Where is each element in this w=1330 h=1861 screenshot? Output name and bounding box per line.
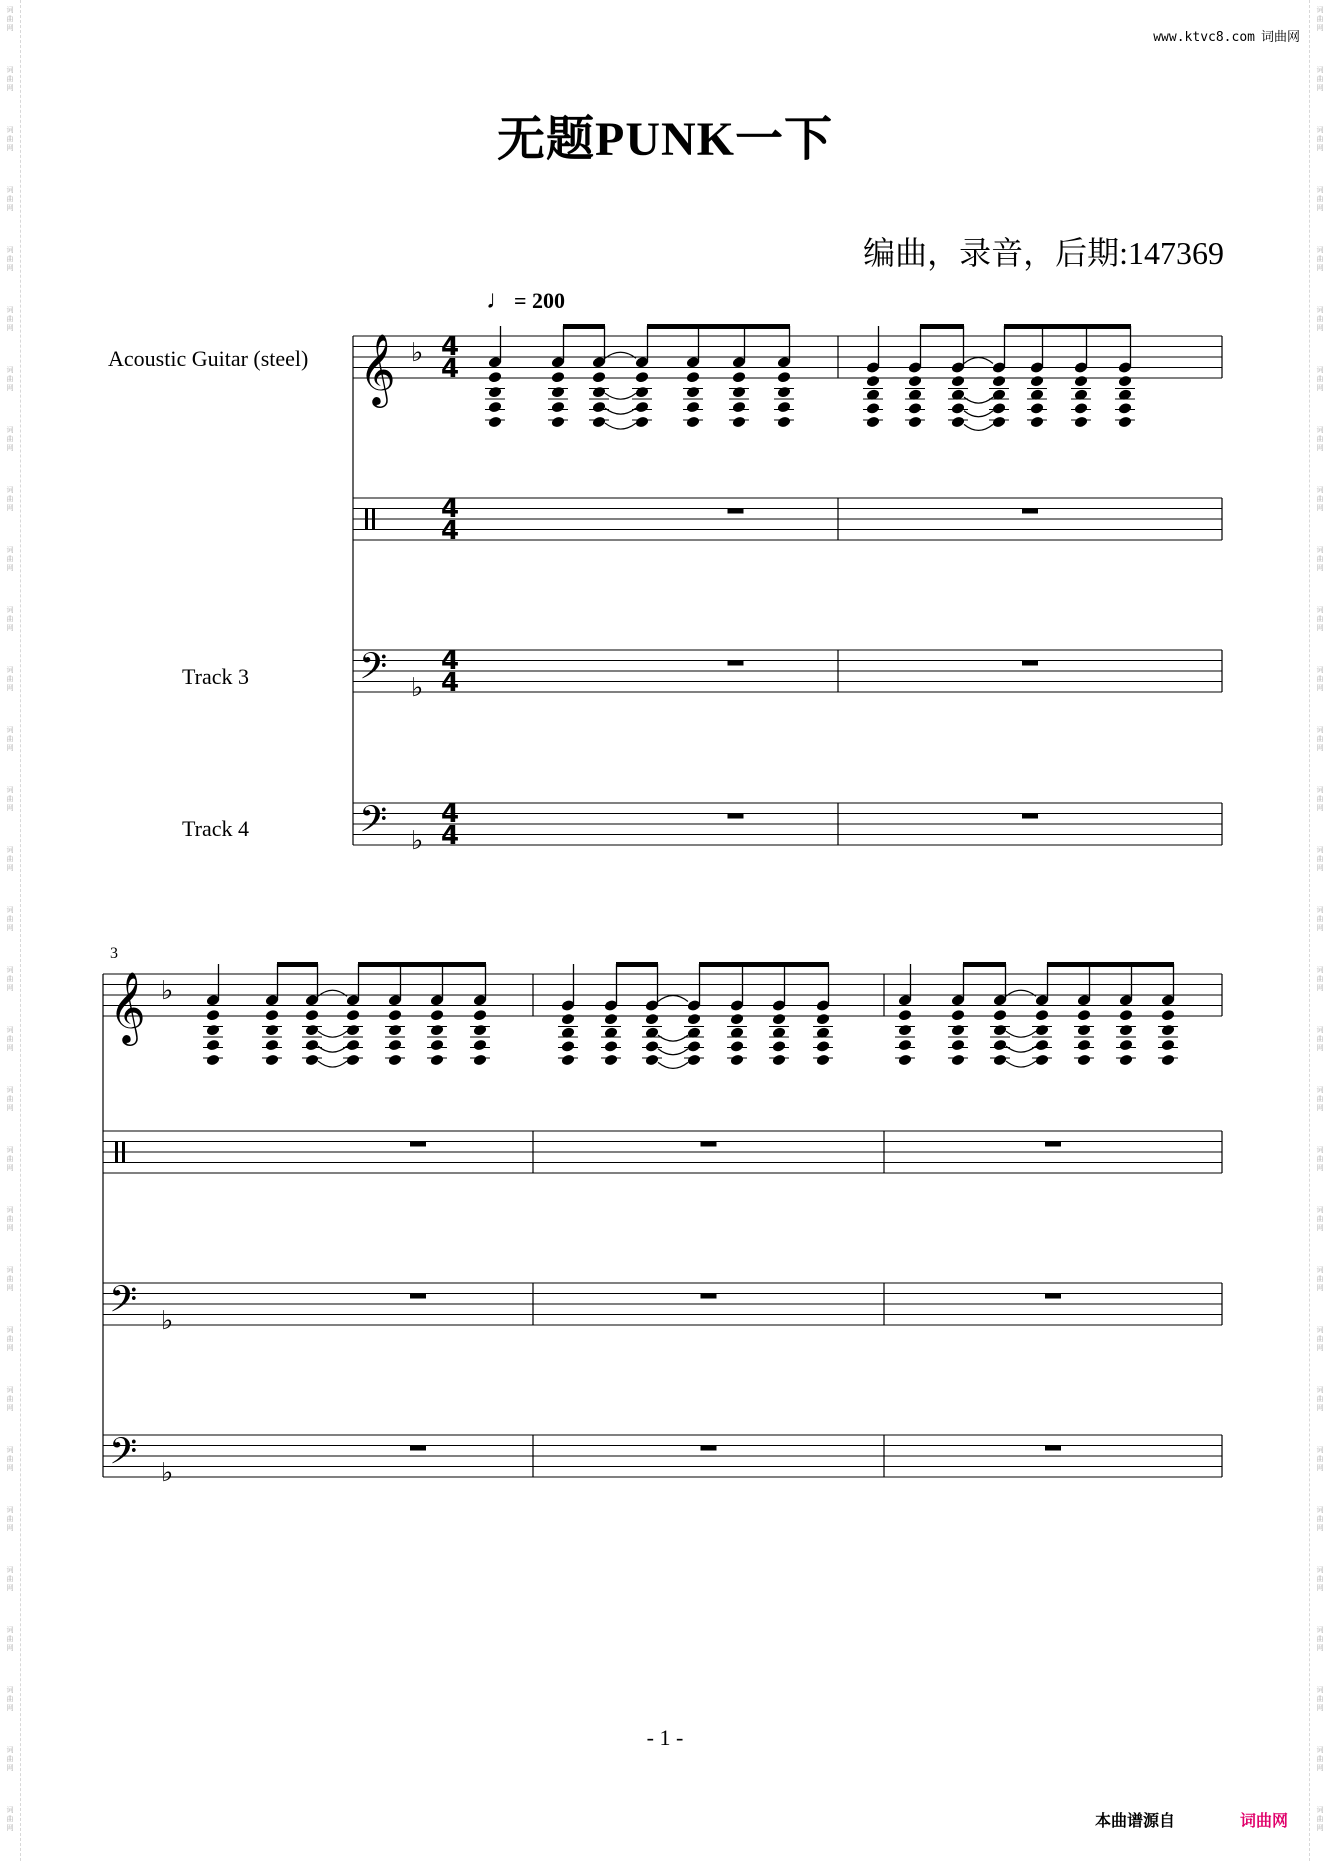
time-signature-bottom: 4 <box>441 668 460 698</box>
percussion-clef-icon <box>122 1142 125 1163</box>
tempo-value: = 200 <box>514 288 566 313</box>
whole-rest <box>701 1446 717 1451</box>
watermark-text: 词 曲 网 <box>1316 1146 1324 1172</box>
watermark-text: 词 曲 网 <box>1316 426 1324 452</box>
watermark-text: 词 曲 网 <box>6 366 14 392</box>
chord-notehead <box>772 1013 787 1026</box>
watermark-text: 词 曲 网 <box>6 606 14 632</box>
chord-notehead <box>993 1009 1008 1022</box>
chord-notehead <box>951 402 966 415</box>
chord-notehead <box>473 1024 488 1037</box>
watermark-text: 词 曲 网 <box>6 1386 14 1412</box>
beam <box>277 962 318 967</box>
system-1 <box>353 324 1222 845</box>
chord-notehead <box>388 1054 403 1067</box>
watermark-text: 词 曲 网 <box>6 6 14 32</box>
chord-notehead <box>772 1040 787 1053</box>
site-name[interactable]: 词曲网 <box>1260 30 1300 45</box>
tie <box>605 423 636 429</box>
chord-notehead <box>206 1039 221 1052</box>
chord-notehead <box>473 1054 488 1067</box>
chord-notehead <box>777 371 792 384</box>
flat-icon: ♭ <box>411 338 424 368</box>
chord-notehead <box>732 371 747 384</box>
flat-icon: ♭ <box>411 673 424 703</box>
chord-notehead <box>388 1009 403 1022</box>
watermark-text: 词 曲 网 <box>1316 1266 1324 1292</box>
watermark-text: 词 曲 网 <box>6 486 14 512</box>
chord-notehead <box>305 1009 320 1022</box>
beam <box>963 962 1006 967</box>
percussion-clef-icon <box>365 509 368 530</box>
chord-notehead <box>777 386 792 399</box>
watermark-text: 词 曲 网 <box>6 126 14 152</box>
chord-notehead <box>730 1013 745 1026</box>
chord-notehead <box>992 402 1007 415</box>
chord-notehead <box>1035 1054 1050 1067</box>
chord-notehead <box>604 1013 619 1026</box>
chord-notehead <box>430 1054 445 1067</box>
chord-notehead <box>951 1054 966 1067</box>
chord-notehead <box>305 1024 320 1037</box>
chord-notehead <box>305 1054 320 1067</box>
chord-notehead <box>635 416 650 429</box>
watermark-text: 词 曲 网 <box>6 1446 14 1472</box>
watermark-text: 词 曲 网 <box>6 1266 14 1292</box>
tie <box>658 996 688 1002</box>
tie <box>605 393 636 399</box>
watermark-text: 词 曲 网 <box>1316 1446 1324 1472</box>
chord-notehead <box>551 386 566 399</box>
chord-notehead <box>488 386 503 399</box>
watermark-text: 词 曲 网 <box>1316 726 1324 752</box>
watermark-text: 词 曲 网 <box>1316 786 1324 812</box>
chord-notehead <box>488 401 503 414</box>
watermark-text: 词 曲 网 <box>6 726 14 752</box>
chord-notehead <box>951 1009 966 1022</box>
chord-notehead <box>265 1039 280 1052</box>
chord-notehead <box>1118 416 1133 429</box>
chord-notehead <box>265 1024 280 1037</box>
time-signature-bottom: 4 <box>441 821 460 851</box>
page-number: - 1 - <box>646 1725 684 1750</box>
chord-notehead <box>730 1054 745 1067</box>
chord-notehead <box>592 371 607 384</box>
beam <box>616 962 658 967</box>
chord-notehead <box>346 1024 361 1037</box>
chord-notehead <box>1074 375 1089 388</box>
chord-notehead <box>1035 1024 1050 1037</box>
beam <box>699 962 829 967</box>
chord-notehead <box>346 1054 361 1067</box>
treble-clef-icon: 𝄞 <box>359 332 396 405</box>
chord-notehead <box>388 1024 403 1037</box>
chord-notehead <box>992 416 1007 429</box>
chord-notehead <box>1030 416 1045 429</box>
chord-notehead <box>898 1009 913 1022</box>
chord-notehead <box>816 1054 831 1067</box>
watermark-text: 词 曲 网 <box>6 966 14 992</box>
beam <box>358 962 486 967</box>
watermark-text: 词 曲 网 <box>1316 1086 1324 1112</box>
flat-icon: ♭ <box>161 976 174 1006</box>
watermark-text: 词 曲 网 <box>6 426 14 452</box>
watermark-text: 词 曲 网 <box>6 1686 14 1712</box>
whole-rest <box>728 509 744 514</box>
chord-notehead <box>777 416 792 429</box>
chord-notehead <box>645 1054 660 1067</box>
watermark-text: 词 曲 网 <box>6 786 14 812</box>
chord-notehead <box>561 1013 576 1026</box>
chord-notehead <box>561 1040 576 1053</box>
watermark-text: 词 曲 网 <box>6 906 14 932</box>
whole-rest <box>1045 1446 1061 1451</box>
chord-notehead <box>265 1009 280 1022</box>
watermark-text: 词 曲 网 <box>1316 366 1324 392</box>
track-label-track4: Track 4 <box>182 816 250 841</box>
watermark-text: 词 曲 网 <box>1316 1566 1324 1592</box>
watermark-text: 词 曲 网 <box>6 1806 14 1832</box>
watermark-text: 词 曲 网 <box>1316 126 1324 152</box>
chord-notehead <box>951 1039 966 1052</box>
chord-notehead <box>730 1040 745 1053</box>
site-url[interactable]: www.ktvc8.com <box>1153 30 1255 45</box>
whole-rest <box>728 661 744 666</box>
watermark-text: 词 曲 网 <box>1316 1506 1324 1532</box>
whole-rest <box>701 1294 717 1299</box>
chord-notehead <box>908 375 923 388</box>
watermark-text: 词 曲 网 <box>6 546 14 572</box>
chord-notehead <box>992 375 1007 388</box>
flat-icon: ♭ <box>411 826 424 856</box>
chord-notehead <box>951 375 966 388</box>
watermark-text: 词 曲 网 <box>6 1566 14 1592</box>
watermark-text: 词 曲 网 <box>1316 966 1324 992</box>
watermark-text: 词 曲 网 <box>1316 1626 1324 1652</box>
chord-notehead <box>1119 1054 1134 1067</box>
chord-notehead <box>430 1039 445 1052</box>
watermark-text: 词 曲 网 <box>1316 606 1324 632</box>
measure-number: 3 <box>110 945 118 962</box>
chord-notehead <box>551 401 566 414</box>
chord-notehead <box>686 401 701 414</box>
chord-notehead <box>687 1040 702 1053</box>
watermark-text: 词 曲 网 <box>1316 1026 1324 1052</box>
tie <box>964 411 993 417</box>
tie <box>318 1061 347 1067</box>
watermark-text: 词 曲 网 <box>6 1086 14 1112</box>
chord-notehead <box>866 402 881 415</box>
whole-rest <box>1045 1142 1061 1147</box>
whole-rest <box>701 1142 717 1147</box>
beam <box>1004 324 1131 329</box>
watermark-text: 词 曲 网 <box>6 1206 14 1232</box>
bass-clef-icon: 𝄢 <box>109 1430 138 1482</box>
treble-clef-icon: 𝄞 <box>109 970 146 1043</box>
whole-rest <box>728 814 744 819</box>
chord-notehead <box>1077 1009 1092 1022</box>
tie <box>658 1035 688 1041</box>
chord-notehead <box>206 1009 221 1022</box>
footer-site-link[interactable]: 词曲网 <box>1240 1811 1289 1830</box>
chord-notehead <box>1161 1039 1176 1052</box>
bass-clef-icon: 𝄢 <box>359 645 388 697</box>
watermark-text: 词 曲 网 <box>1316 906 1324 932</box>
footer-source-text: 本曲谱源自 <box>1095 1811 1176 1830</box>
watermark-text: 词 曲 网 <box>1316 1746 1324 1772</box>
chord-notehead <box>551 416 566 429</box>
time-signature-top: 4 <box>441 646 460 676</box>
chord-notehead <box>592 401 607 414</box>
flat-icon: ♭ <box>161 1458 174 1488</box>
chord-notehead <box>346 1009 361 1022</box>
watermark-text: 词 曲 网 <box>6 1746 14 1772</box>
whole-rest <box>1045 1294 1061 1299</box>
chord-notehead <box>951 1024 966 1037</box>
chord-notehead <box>1035 1039 1050 1052</box>
chord-notehead <box>1118 402 1133 415</box>
chord-notehead <box>388 1039 403 1052</box>
watermark-text: 词 曲 网 <box>6 186 14 212</box>
chord-notehead <box>635 386 650 399</box>
bass-clef-icon: 𝄢 <box>109 1278 138 1330</box>
watermark-text: 词 曲 网 <box>1316 846 1324 872</box>
quarter-note-icon: ♩ <box>486 285 512 314</box>
percussion-clef-icon <box>115 1142 118 1163</box>
score-title: 无题PUNK一下 <box>497 113 833 166</box>
watermark-text: 词 曲 网 <box>6 246 14 272</box>
track-label-track3: Track 3 <box>182 664 250 689</box>
whole-rest <box>410 1142 426 1147</box>
time-signature-top: 4 <box>441 799 460 829</box>
beam <box>647 324 790 329</box>
percussion-clef-icon <box>372 509 375 530</box>
chord-notehead <box>1030 375 1045 388</box>
time-signature-top: 4 <box>441 494 460 524</box>
chord-notehead <box>430 1024 445 1037</box>
chord-notehead <box>473 1009 488 1022</box>
chord-notehead <box>816 1040 831 1053</box>
watermark-text: 词 曲 网 <box>1316 1386 1324 1412</box>
chord-notehead <box>686 416 701 429</box>
watermark-text: 词 曲 网 <box>6 1626 14 1652</box>
chord-notehead <box>908 416 923 429</box>
chord-notehead <box>1119 1009 1134 1022</box>
tie <box>658 1049 688 1055</box>
tie <box>964 424 993 430</box>
whole-rest <box>1022 814 1038 819</box>
chord-notehead <box>305 1039 320 1052</box>
chord-notehead <box>346 1039 361 1052</box>
chord-notehead <box>1030 402 1045 415</box>
watermark-text: 词 曲 网 <box>6 846 14 872</box>
tie <box>1006 1046 1036 1052</box>
watermark-text: 词 曲 网 <box>1316 66 1324 92</box>
chord-notehead <box>772 1054 787 1067</box>
chord-notehead <box>1119 1024 1134 1037</box>
chord-notehead <box>1077 1054 1092 1067</box>
watermark-text: 词 曲 网 <box>1316 1806 1324 1832</box>
tie <box>964 358 993 364</box>
chord-notehead <box>1074 402 1089 415</box>
chord-notehead <box>1119 1039 1134 1052</box>
beam <box>1047 962 1174 967</box>
watermark-text: 词 曲 网 <box>1316 246 1324 272</box>
watermark-text: 词 曲 网 <box>1316 6 1324 32</box>
chord-notehead <box>1077 1039 1092 1052</box>
chord-notehead <box>430 1009 445 1022</box>
time-signature-bottom: 4 <box>441 516 460 546</box>
chord-notehead <box>1074 416 1089 429</box>
chord-notehead <box>592 386 607 399</box>
whole-rest <box>410 1294 426 1299</box>
time-signature-top: 4 <box>441 332 460 362</box>
chord-notehead <box>206 1054 221 1067</box>
track-label-guitar: Acoustic Guitar (steel) <box>108 346 309 371</box>
chord-notehead <box>1161 1024 1176 1037</box>
chord-notehead <box>686 386 701 399</box>
chord-notehead <box>635 371 650 384</box>
chord-notehead <box>898 1039 913 1052</box>
whole-rest <box>1022 509 1038 514</box>
watermark-text: 词 曲 网 <box>1316 1206 1324 1232</box>
chord-notehead <box>206 1024 221 1037</box>
watermark-text: 词 曲 网 <box>6 1326 14 1352</box>
chord-notehead <box>488 371 503 384</box>
tie <box>318 1046 347 1052</box>
chord-notehead <box>1077 1024 1092 1037</box>
chord-notehead <box>951 416 966 429</box>
chord-notehead <box>687 1054 702 1067</box>
watermark-text: 词 曲 网 <box>6 1506 14 1532</box>
watermark-text: 词 曲 网 <box>6 1026 14 1052</box>
watermark-text: 词 曲 网 <box>1316 306 1324 332</box>
chord-notehead <box>488 416 503 429</box>
flat-icon: ♭ <box>161 1306 174 1336</box>
beam <box>563 324 605 329</box>
system-2 <box>103 962 1222 1477</box>
tie <box>1006 1061 1036 1067</box>
chord-notehead <box>265 1054 280 1067</box>
tie <box>605 408 636 414</box>
chord-notehead <box>816 1013 831 1026</box>
watermark-text: 词 曲 网 <box>1316 666 1324 692</box>
chord-notehead <box>686 371 701 384</box>
chord-notehead <box>473 1039 488 1052</box>
chord-notehead <box>866 416 881 429</box>
chord-notehead <box>993 1054 1008 1067</box>
watermark-text: 词 曲 网 <box>1316 486 1324 512</box>
score-credit: 编曲，录音，后期:147369 <box>863 235 1224 271</box>
whole-rest <box>1022 661 1038 666</box>
beam <box>920 324 964 329</box>
chord-notehead <box>732 416 747 429</box>
whole-rest <box>410 1446 426 1451</box>
chord-notehead <box>866 375 881 388</box>
chord-notehead <box>687 1013 702 1026</box>
watermark-text: 词 曲 网 <box>1316 1326 1324 1352</box>
chord-notehead <box>1161 1009 1176 1022</box>
tie <box>1006 1031 1036 1037</box>
chord-notehead <box>1035 1009 1050 1022</box>
chord-notehead <box>732 401 747 414</box>
chord-notehead <box>645 1040 660 1053</box>
chord-notehead <box>908 402 923 415</box>
watermark-text: 词 曲 网 <box>6 1146 14 1172</box>
chord-notehead <box>592 416 607 429</box>
chord-notehead <box>604 1054 619 1067</box>
chord-notehead <box>635 401 650 414</box>
chord-notehead <box>993 1039 1008 1052</box>
chord-notehead <box>898 1024 913 1037</box>
chord-notehead <box>1118 375 1133 388</box>
chord-notehead <box>561 1054 576 1067</box>
chord-notehead <box>732 386 747 399</box>
tie <box>658 1062 688 1068</box>
watermark-text: 词 曲 网 <box>6 66 14 92</box>
chord-notehead <box>604 1040 619 1053</box>
chord-notehead <box>777 401 792 414</box>
chord-notehead <box>993 1024 1008 1037</box>
watermark-text: 词 曲 网 <box>1316 546 1324 572</box>
chord-notehead <box>551 371 566 384</box>
tie <box>964 397 993 403</box>
chord-notehead <box>1161 1054 1176 1067</box>
watermark-text: 词 曲 网 <box>1316 186 1324 212</box>
watermark-text: 词 曲 网 <box>6 306 14 332</box>
bass-clef-icon: 𝄢 <box>359 798 388 850</box>
time-signature-bottom: 4 <box>441 354 460 384</box>
chord-notehead <box>898 1054 913 1067</box>
tie <box>318 1031 347 1037</box>
chord-notehead <box>645 1013 660 1026</box>
watermark-text: 词 曲 网 <box>6 666 14 692</box>
watermark-text: 词 曲 网 <box>1316 1686 1324 1712</box>
